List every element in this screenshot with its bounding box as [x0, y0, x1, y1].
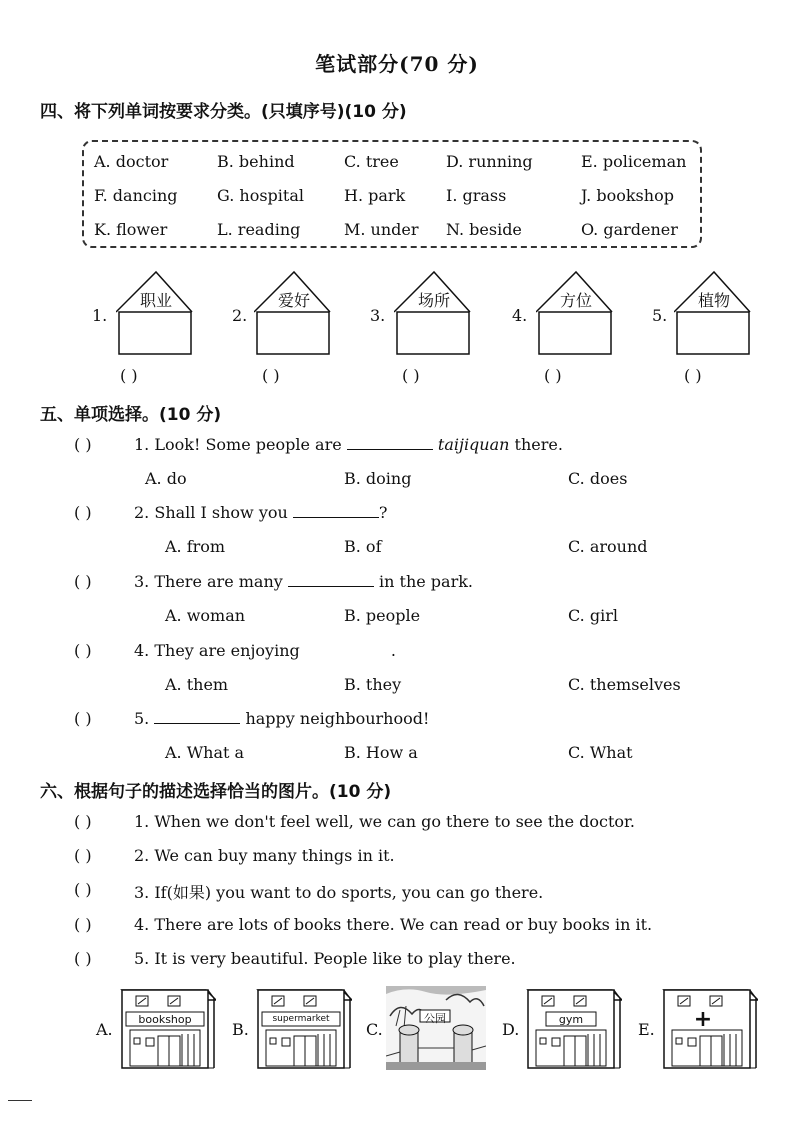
question-2 [134, 503, 387, 522]
answer-parentheses[interactable]: ( ) [74, 503, 92, 522]
park-scene-icon [386, 986, 486, 1070]
question-text: Look! Some people are [154, 435, 342, 454]
option-c[interactable]: C. What [568, 743, 633, 762]
word-item: B. behind [217, 152, 295, 171]
house-label: 方位 [559, 291, 592, 310]
answer-parentheses[interactable]: ( ) [74, 709, 92, 728]
option-c[interactable]: C. themselves [568, 675, 681, 694]
house-outline-icon [116, 270, 196, 356]
question-number: 4. [134, 641, 150, 660]
answer-parentheses[interactable]: ( ) [74, 812, 92, 831]
house-category-5 [674, 270, 754, 356]
building-sign: supermarket [272, 1014, 330, 1024]
house-label: 场所 [417, 291, 450, 310]
question-text: There are many [154, 572, 283, 591]
hospital-cross-icon: + [693, 1007, 713, 1032]
question-text: there. [514, 435, 563, 454]
question-text: Shall I show you [154, 503, 288, 522]
house-outline-icon [536, 270, 616, 356]
description-item: 2. We can buy many things in it. [134, 846, 395, 865]
answer-parentheses[interactable]: ( ) [74, 880, 92, 899]
answer-parentheses[interactable]: ( ) [74, 641, 92, 660]
option-a[interactable]: A. them [165, 675, 229, 694]
gym-building-picture[interactable] [522, 986, 622, 1070]
answer-blank[interactable] [288, 572, 374, 587]
description-item: 4. There are lots of books there. We can read or buy books in it. [134, 915, 653, 934]
word-item: N. beside [446, 220, 522, 239]
option-a[interactable]: A. What a [165, 743, 245, 762]
question-text: ? [378, 503, 388, 522]
question-number: 3. [134, 572, 150, 591]
option-b[interactable]: B. people [344, 606, 421, 625]
house-outline-icon [674, 270, 754, 356]
answer-parentheses[interactable]: ( ) [74, 435, 92, 454]
question-3 [134, 572, 473, 591]
word-item: C. tree [344, 152, 399, 171]
hospital-building-picture[interactable] [658, 986, 758, 1070]
section-5-heading: 五、单项选择。(10 分) [40, 405, 222, 425]
answer-parentheses[interactable]: ( ) [74, 949, 92, 968]
word-item: O. gardener [581, 220, 678, 239]
answer-blank[interactable] [154, 709, 240, 724]
house-number: 5. [652, 306, 668, 325]
word-item: G. hospital [217, 186, 304, 205]
picture-letter: C. [366, 1020, 383, 1039]
answer-parentheses[interactable]: ( ) [74, 846, 92, 865]
question-number: 2. [134, 503, 150, 522]
picture-letter: E. [638, 1020, 655, 1039]
word-item: F. dancing [94, 186, 178, 205]
building-sign: 公园 [424, 1012, 446, 1025]
answer-parentheses[interactable]: ( ) [684, 366, 702, 385]
option-c[interactable]: C. girl [568, 606, 618, 625]
word-item: J. bookshop [581, 186, 674, 205]
building-icon [522, 986, 622, 1070]
question-4 [134, 641, 396, 660]
house-number: 3. [370, 306, 386, 325]
option-b[interactable]: B. they [344, 675, 402, 694]
answer-parentheses[interactable]: ( ) [74, 915, 92, 934]
house-outline-icon [254, 270, 334, 356]
word-item: E. policeman [581, 152, 687, 171]
house-category-1 [116, 270, 196, 356]
word-item: A. doctor [94, 152, 169, 171]
supermarket-building-picture[interactable] [252, 986, 352, 1070]
page-title: 笔试部分(70 分) [315, 52, 479, 76]
house-category-3 [394, 270, 474, 356]
option-a[interactable]: A. do [145, 469, 187, 488]
house-number: 4. [512, 306, 528, 325]
house-number: 1. [92, 306, 108, 325]
answer-parentheses[interactable]: ( ) [262, 366, 280, 385]
option-a[interactable]: A. from [165, 537, 226, 556]
option-b[interactable]: B. doing [344, 469, 412, 488]
answer-parentheses[interactable]: ( ) [74, 572, 92, 591]
option-b[interactable]: B. of [344, 537, 382, 556]
question-number: 1. [134, 435, 150, 454]
question-text: . [390, 641, 396, 660]
house-number: 2. [232, 306, 248, 325]
description-item: 5. It is very beautiful. People like to play there. [134, 949, 516, 968]
picture-letter: A. [96, 1020, 113, 1039]
question-text-italic: taijiquan [437, 435, 510, 454]
park-picture[interactable] [386, 986, 486, 1070]
word-bank-box [82, 140, 702, 248]
question-5 [134, 709, 429, 728]
option-a[interactable]: A. woman [165, 606, 246, 625]
bookshop-building-picture[interactable] [116, 986, 216, 1070]
answer-blank[interactable] [293, 503, 379, 518]
house-label: 职业 [139, 291, 172, 310]
question-number: 5. [134, 709, 150, 728]
house-label: 植物 [697, 291, 730, 310]
house-category-2 [254, 270, 334, 356]
answer-parentheses[interactable]: ( ) [120, 366, 138, 385]
answer-parentheses[interactable]: ( ) [402, 366, 420, 385]
word-item: L. reading [217, 220, 301, 239]
description-item: 3. If(如果) you want to do sports, you can go there. [134, 883, 544, 902]
option-c[interactable]: C. around [568, 537, 648, 556]
word-item: K. flower [94, 220, 168, 239]
question-1 [134, 435, 563, 454]
building-sign: gym [558, 1013, 584, 1026]
section-4-heading: 四、将下列单词按要求分类。(只填序号)(10 分) [40, 102, 407, 122]
building-icon [252, 986, 352, 1070]
word-item: I. grass [446, 186, 507, 205]
house-category-4 [536, 270, 616, 356]
word-item: H. park [344, 186, 406, 205]
house-outline-icon [394, 270, 474, 356]
building-sign: bookshop [138, 1013, 192, 1026]
house-label: 爱好 [277, 291, 310, 310]
question-text: They are enjoying [154, 641, 300, 660]
section-6-heading: 六、根据句子的描述选择恰当的图片。(10 分) [40, 782, 392, 802]
word-item: M. under [344, 220, 419, 239]
word-item: D. running [446, 152, 533, 171]
picture-letter: B. [232, 1020, 249, 1039]
description-item: 1. When we don't feel well, we can go there to see the doctor. [134, 812, 635, 831]
option-b[interactable]: B. How a [344, 743, 418, 762]
question-text: in the park. [379, 572, 474, 591]
building-icon [116, 986, 216, 1070]
answer-blank[interactable] [347, 435, 433, 450]
picture-letter: D. [502, 1020, 520, 1039]
page-footer-rule [8, 1100, 32, 1101]
answer-parentheses[interactable]: ( ) [544, 366, 562, 385]
question-text: happy neighbourhood! [245, 709, 430, 728]
option-c[interactable]: C. does [568, 469, 628, 488]
